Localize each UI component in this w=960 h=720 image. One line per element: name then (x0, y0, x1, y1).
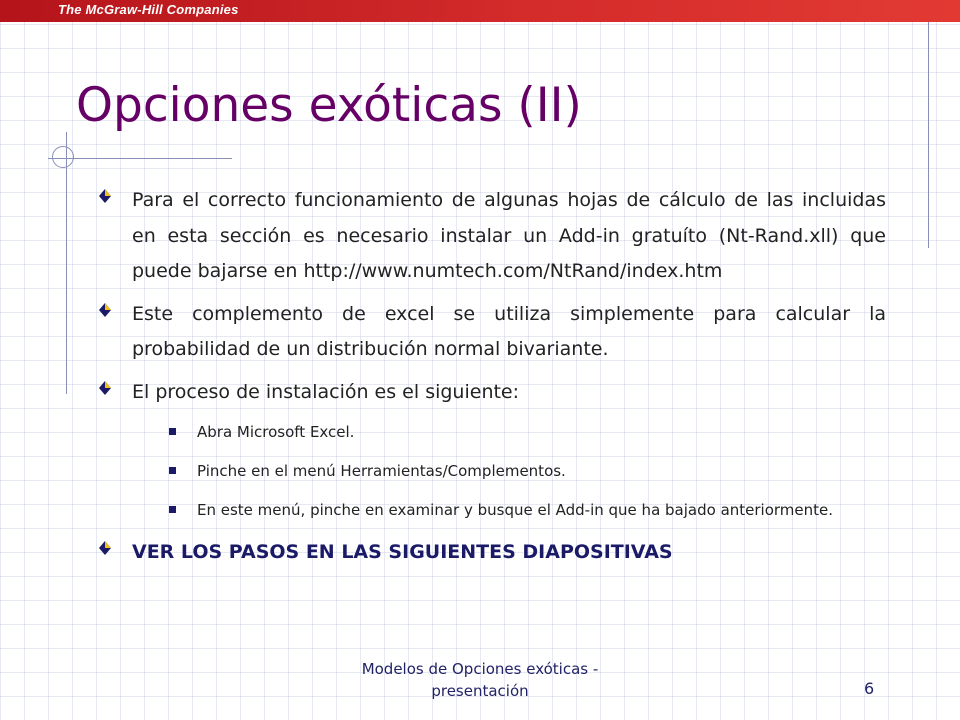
diamond-bullet-icon (97, 302, 113, 318)
diamond-bullet-icon (97, 380, 113, 396)
sub-list-item (132, 416, 886, 449)
square-bullet-icon (169, 428, 176, 435)
footer-line: Modelos de Opciones exóticas - (361, 660, 599, 678)
download-link[interactable]: http://www.numtech.com/NtRand/index.htm (303, 260, 723, 282)
decorative-horizontal-line (48, 158, 232, 159)
bullet-item (108, 535, 886, 571)
footer-line: presentación (431, 682, 529, 700)
square-bullet-icon (169, 506, 176, 513)
decorative-circle-icon (52, 146, 74, 168)
sub-item-text: Abra Microsoft Excel. (197, 423, 355, 441)
header-bar (0, 0, 960, 22)
bullet-text: Para el correcto funcionamiento de algunas hojas de cálculo de las incluidas en esta sección es necesario instalar un Add-in gratuíto (Nt-Rand.xll) que puede bajarse en (132, 189, 886, 282)
sub-item-text: En este menú, pinche en examinar y busque el Add-in que ha bajado anteriormente. (197, 501, 834, 519)
diamond-bullet-icon (97, 540, 113, 556)
decorative-vertical-line (66, 132, 67, 394)
bullet-item (108, 375, 886, 528)
bullet-text: El proceso de instalación es el siguiente: (132, 380, 520, 403)
footer (300, 658, 660, 702)
bullet-text: Este complemento de excel se utiliza simplemente para calcular la probabilidad de un distribución normal bivariante. (132, 302, 886, 360)
sub-list (132, 416, 886, 527)
diamond-bullet-icon (97, 188, 113, 204)
decorative-vertical-line (928, 22, 929, 248)
bullet-text-emphasis: VER LOS PASOS EN LAS SIGUIENTES DIAPOSITIVAS (132, 541, 673, 563)
page-number: 6 (864, 679, 875, 698)
slide-title: Opciones exóticas (II) (76, 78, 582, 133)
slide-body (108, 183, 886, 578)
bullet-item (108, 183, 886, 290)
sub-list-item (132, 455, 886, 488)
sub-item-text: Pinche en el menú Herramientas/Complementos. (197, 462, 566, 480)
bullet-item (108, 297, 886, 368)
sub-list-item (132, 494, 886, 527)
publisher-logo: The McGraw-Hill Companies (58, 2, 239, 17)
square-bullet-icon (169, 467, 176, 474)
